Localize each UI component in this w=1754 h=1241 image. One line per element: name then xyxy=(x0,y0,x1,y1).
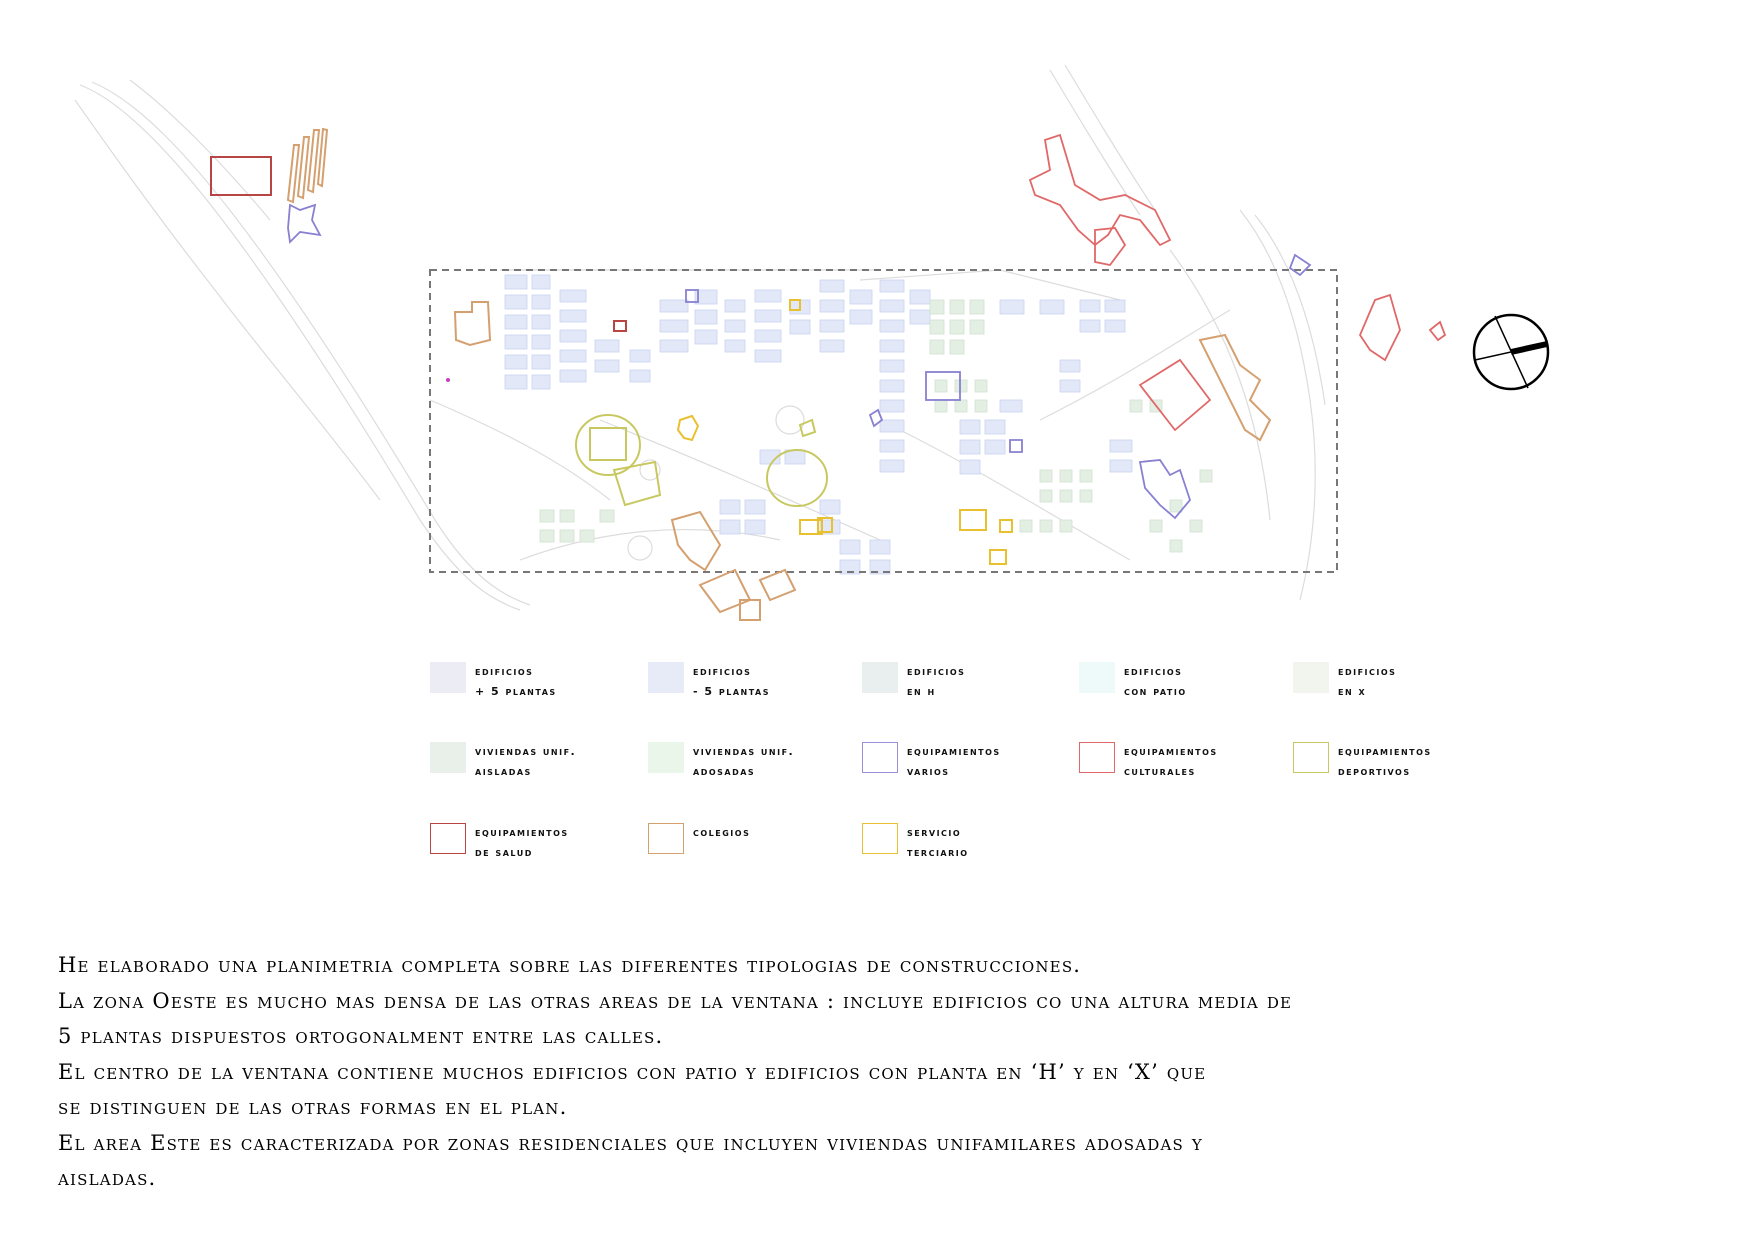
legend-swatch xyxy=(1079,662,1115,693)
description-line: 5 plantas dispuestos ortogonalment entre las calles. xyxy=(58,1024,664,1048)
legend-label-line1: viviendas unif. xyxy=(475,745,577,758)
legend-label-line2: con patio xyxy=(1124,685,1187,698)
salud-outlines xyxy=(211,157,626,331)
legend-label-line2: varios xyxy=(907,765,950,778)
legend-label-line1: equipamientos xyxy=(475,826,569,839)
legend-label-line1: edificios xyxy=(475,665,534,678)
legend-swatch xyxy=(648,662,684,693)
building-fabric-east xyxy=(540,300,1212,552)
legend-label-line1: edificios xyxy=(693,665,752,678)
legend-label-line1: viviendas unif. xyxy=(693,745,795,758)
legend-label xyxy=(693,742,794,782)
legend-label xyxy=(475,823,569,863)
legend-label-line1: colegios xyxy=(693,826,751,839)
legend-label-line2: en h xyxy=(907,685,936,698)
legend-label xyxy=(1338,742,1432,782)
legend-swatch xyxy=(430,742,466,773)
description-line: La zona Oeste es mucho mas densa de las otras areas de la ventana : incluye edificios co una altura media de xyxy=(58,988,1293,1013)
legend-label-line2: - 5 plantas xyxy=(693,685,771,698)
description-line: aisladas. xyxy=(58,1166,157,1190)
description-text xyxy=(58,948,1698,1197)
legend-label-line2: aisladas xyxy=(475,765,532,778)
legend-label-line2: + 5 plantas xyxy=(475,685,557,698)
legend-label xyxy=(1338,662,1396,702)
legend-label-line2: adosadas xyxy=(693,765,756,778)
legend-label xyxy=(693,662,770,702)
legend-swatch xyxy=(430,662,466,693)
legend-swatch xyxy=(1079,742,1115,773)
legend-swatch xyxy=(862,662,898,693)
culturales-outlines xyxy=(1030,135,1445,430)
legend-swatch xyxy=(862,823,898,854)
marker-point xyxy=(446,378,450,382)
legend-label-line1: servicio xyxy=(907,826,962,839)
legend-label-line2: deportivos xyxy=(1338,765,1411,778)
legend-label xyxy=(907,823,969,863)
legend-label-line1: equipamientos xyxy=(1338,745,1432,758)
legend-swatch xyxy=(430,823,466,854)
legend-label-line1: equipamientos xyxy=(907,745,1001,758)
description-line: El area Este es caracterizada por zonas residenciales que incluyen viviendas unifamilares adosadas y xyxy=(58,1130,1203,1155)
legend-label xyxy=(475,742,576,782)
legend-label-line2: de salud xyxy=(475,846,533,859)
legend-swatch xyxy=(648,823,684,854)
legend-label xyxy=(475,662,557,702)
legend-label-line2: culturales xyxy=(1124,765,1196,778)
north-arrow-icon xyxy=(1474,315,1548,389)
legend-label-line1: edificios xyxy=(1338,665,1397,678)
description-line: se distinguen de las otras formas en el plan. xyxy=(58,1095,568,1119)
legend-swatch xyxy=(648,742,684,773)
legend-label-line1: edificios xyxy=(907,665,966,678)
legend-swatch xyxy=(862,742,898,773)
legend-label xyxy=(1124,742,1218,782)
legend-swatch xyxy=(1293,742,1329,773)
legend-label xyxy=(907,742,1001,782)
legend-label xyxy=(1124,662,1187,702)
legend-label-line2: terciario xyxy=(907,846,969,859)
legend-label-line2: en x xyxy=(1338,685,1367,698)
varios-outlines xyxy=(288,205,1310,518)
legend-label xyxy=(907,662,965,702)
legend-label-line1: edificios xyxy=(1124,665,1183,678)
legend-swatch xyxy=(1293,662,1329,693)
description-line: El centro de la ventana contiene muchos edificios con patio y edificios con planta en ‘H’ y en ‘X’ que xyxy=(58,1059,1207,1084)
description-line: He elaborado una planimetria completa sobre las diferentes tipologias de construcciones. xyxy=(58,953,1082,977)
legend-label xyxy=(693,823,750,843)
legend-label-line1: equipamientos xyxy=(1124,745,1218,758)
